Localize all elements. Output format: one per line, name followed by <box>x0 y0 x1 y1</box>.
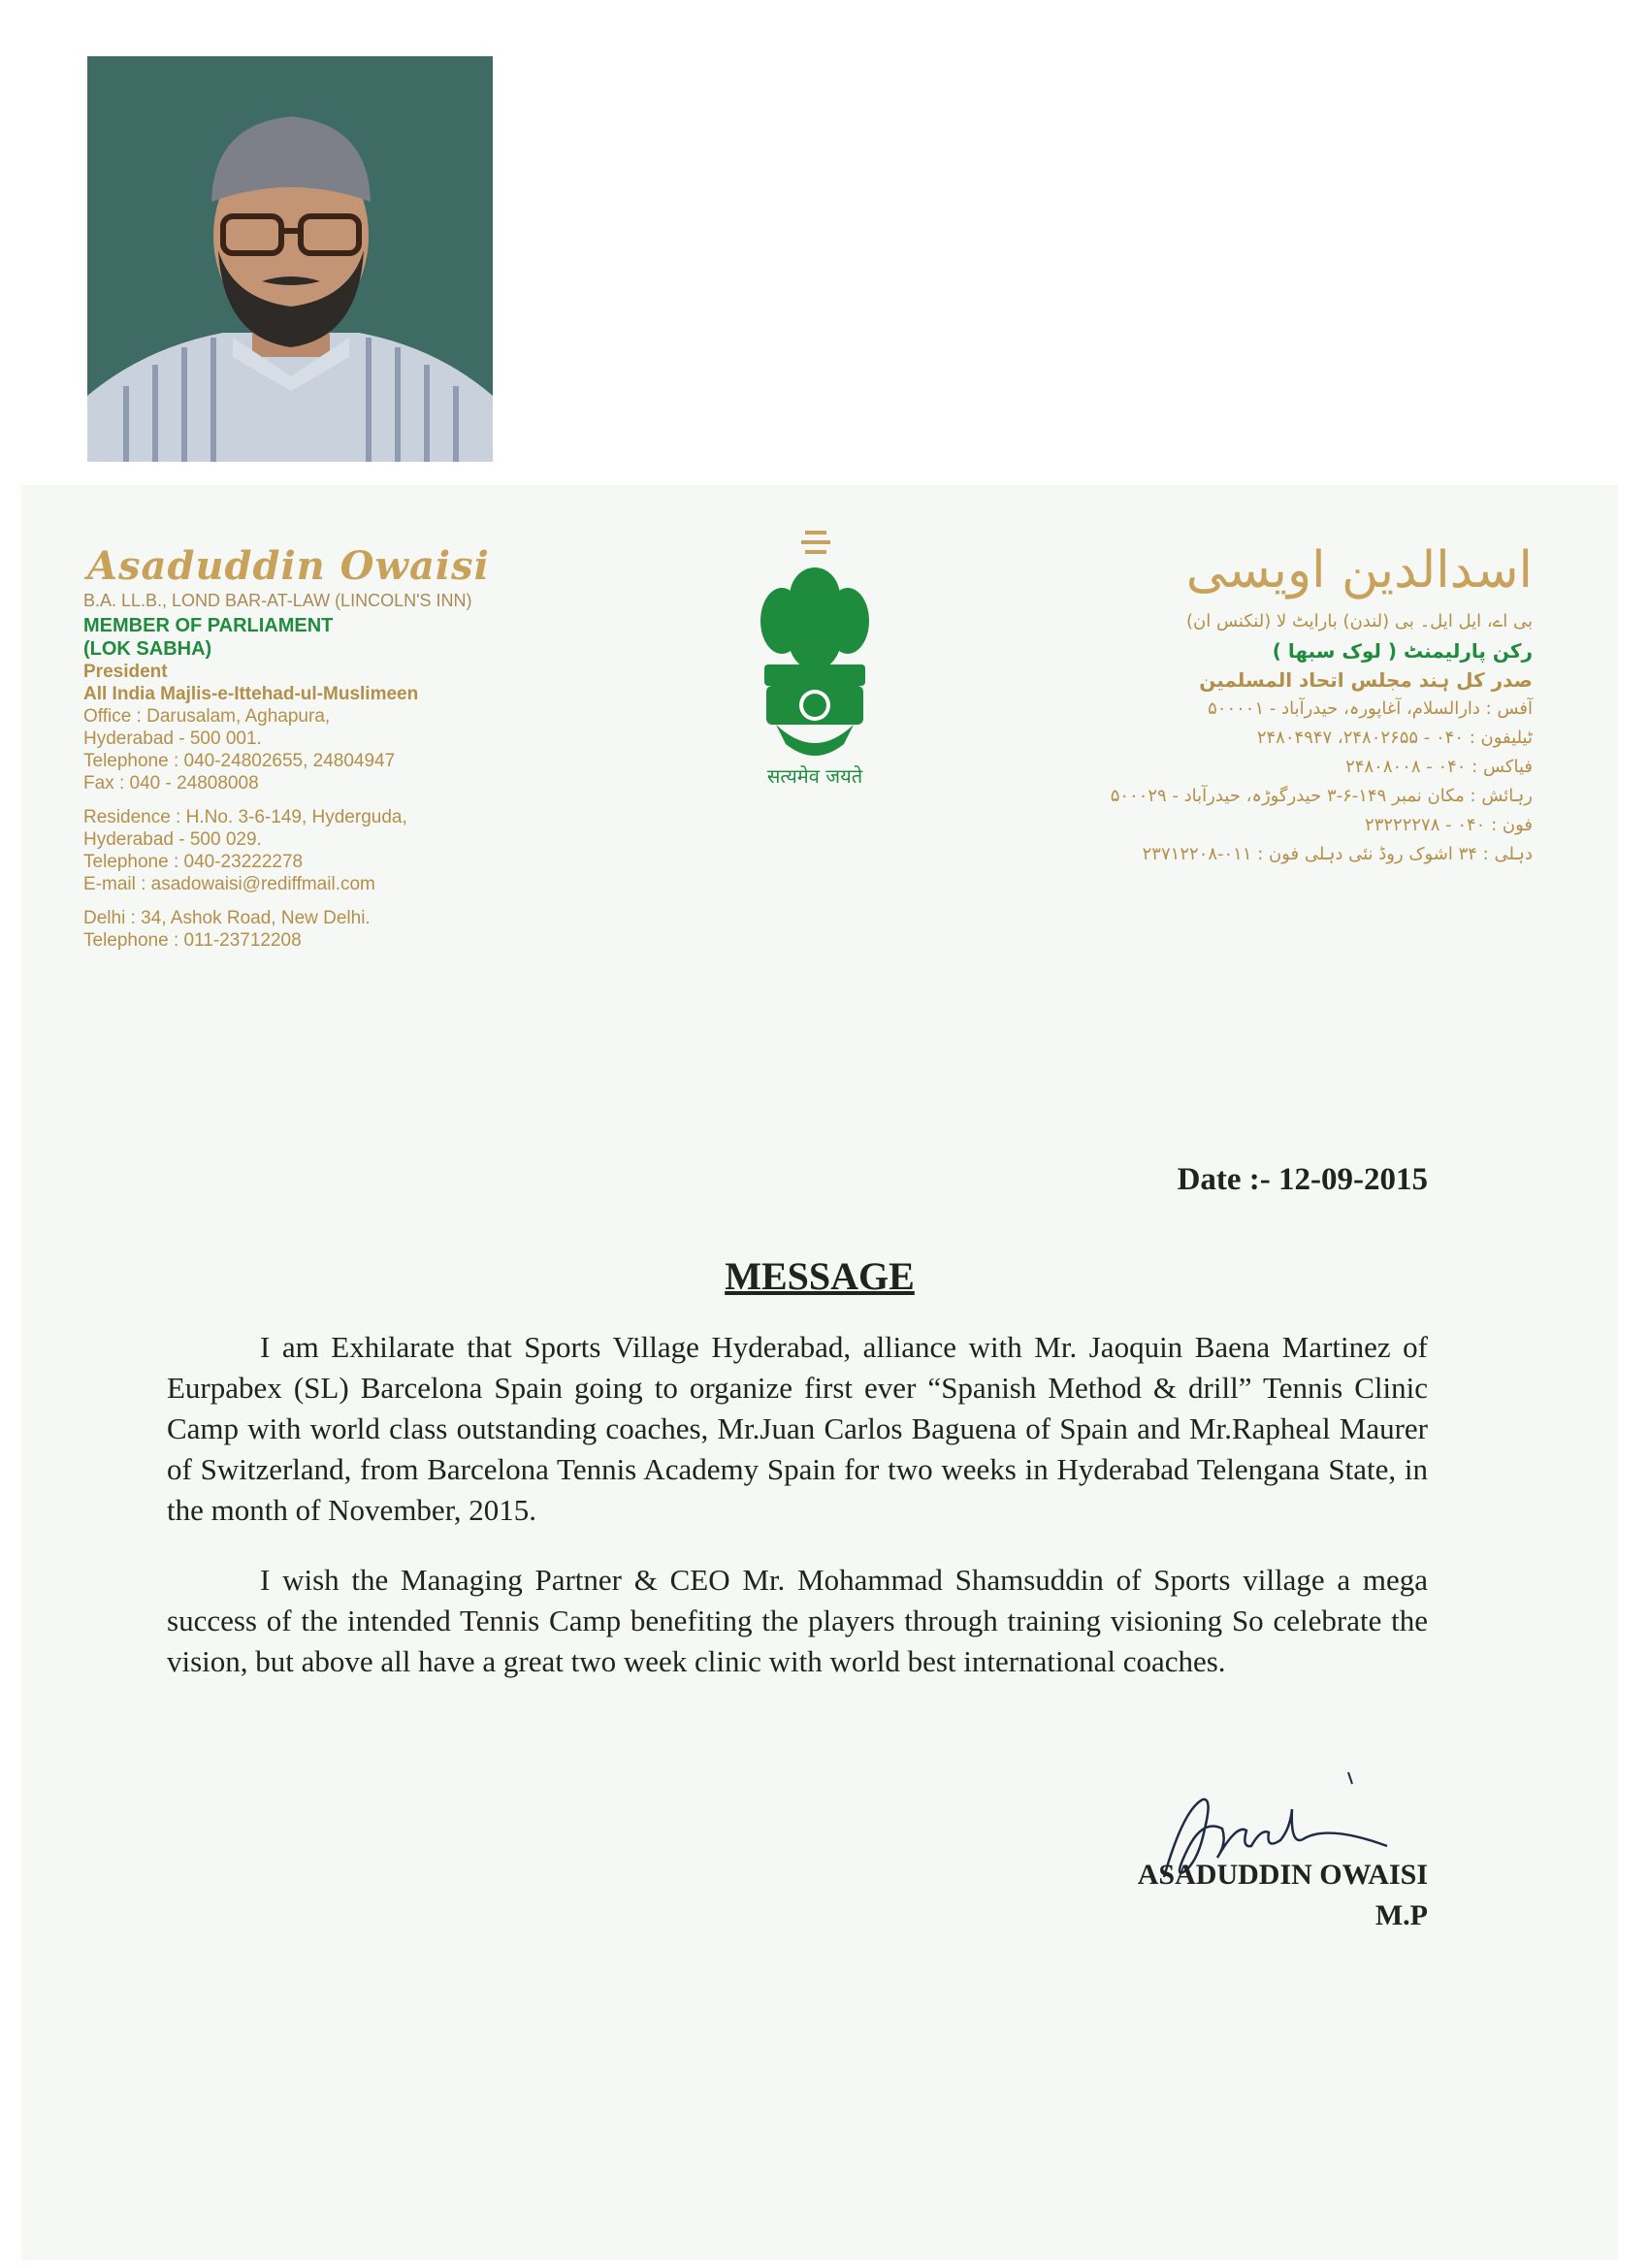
office-telephone: Telephone : 040-24802655, 24804947 <box>83 751 396 771</box>
telephone-urdu: ٹیلیفون : ۰۴۰ - ۲۴۸۰۲۶۵۵، ۲۴۸۰۴۹۴۷ <box>1256 728 1533 748</box>
lok-sabha-label: (LOK SABHA) <box>83 638 212 660</box>
delhi-urdu: دہلی : ۳۴ اشوک روڈ نئی دہلی فون : ۰۱۱-۲۳۷۱۲۲۰۸ <box>1142 844 1533 864</box>
president-label: President <box>83 662 168 682</box>
message-paragraph-2: I wish the Managing Partner & CEO Mr. Mohammad Shamsuddin of Sports village a mega success of the intended Tennis Camp benefiting the players through training visioning So celebrate the vision, but above all have a great two week clinic with world best international coaches. <box>167 1563 1428 1678</box>
letter-date: Date :- 12-09-2015 <box>1177 1162 1428 1197</box>
message-paragraph-1: I am Exhilarate that Sports Village Hyderabad, alliance with Mr. Jaoquin Baena Martinez of Eurpabex (SL) Barcelona Spain going to organize first ever “Spanish Method & drill” Tennis Clinic Camp with world class outstanding coaches, Mr.Juan Carlos Baguena of Spain and Mr.Rapheal Maurer of Switzerland, from Barcelona Tennis Academy Spain for two weeks in Hyderabad Telengana State, in the month of November, 2015. <box>167 1330 1428 1527</box>
fax-urdu: فیاکس : ۰۴۰ - ۲۴۸۰۸۰۰۸ <box>1345 757 1533 777</box>
office-address-line2: Hyderabad - 500 001. <box>83 729 262 749</box>
letterhead-name-urdu: اسدالدین اویسی <box>1185 541 1533 599</box>
national-emblem <box>747 529 883 791</box>
signatory-title: M.P <box>1374 1899 1428 1931</box>
residence-telephone: Telephone : 040-23222278 <box>83 852 304 872</box>
residence-address-line1: Residence : H.No. 3-6-149, Hyderguda, <box>83 807 407 827</box>
president-urdu: صدر کل ہند مجلس اتحاد المسلمین <box>1199 668 1533 692</box>
emblem-motto: सत्यमेव जयते <box>766 764 863 788</box>
letterhead-name: Asaduddin Owaisi <box>87 543 490 589</box>
signatory-block <box>1138 1855 1428 1936</box>
office-address-line1: Office : Darusalam, Aghapura, <box>83 706 331 727</box>
letterhead-english <box>83 543 530 952</box>
message-body <box>167 1327 1428 1711</box>
residence-urdu: رہائش : مکان نمبر ۱۴۹-۶-۳ حیدرگوڑہ، حیدرآباد - ۵۰۰۰۲۹ <box>1110 786 1533 806</box>
email-address: E-mail : asadowaisi@rediffmail.com <box>83 874 375 894</box>
delhi-telephone: Telephone : 011-23712208 <box>83 930 302 951</box>
message-title: MESSAGE <box>725 1254 915 1298</box>
letterhead-urdu <box>1067 534 1533 869</box>
delhi-address: Delhi : 34, Ashok Road, New Delhi. <box>83 908 371 928</box>
residence-address-line2: Hyderabad - 500 029. <box>83 829 262 850</box>
office-fax: Fax : 040 - 24808008 <box>83 773 259 794</box>
portrait-illustration <box>87 56 493 462</box>
portrait-photo <box>87 56 493 462</box>
signatory-name: ASADUDDIN OWAISI <box>1137 1859 1428 1891</box>
residence-phone-urdu: فون : ۰۴۰ - ۲۳۲۲۲۲۷۸ <box>1365 815 1533 835</box>
letterhead-qualifications: B.A. LL.B., LOND BAR-AT-LAW (LINCOLN'S INN) <box>83 591 472 610</box>
qualifications-urdu: بی اے، ایل ایل۔ بی (لندن) بارایٹ لا (لنکنس ان) <box>1186 611 1533 632</box>
lion-capital-icon <box>747 529 883 791</box>
organization-label: All India Majlis-e-Ittehad-ul-Muslimeen <box>83 684 419 704</box>
office-urdu: آفس : دارالسلام، آغاپورہ، حیدرآباد - ۵۰۰۰۰۱ <box>1208 698 1533 719</box>
member-of-parliament-label: MEMBER OF PARLIAMENT <box>83 615 334 636</box>
member-of-parliament-urdu: رکن پارلیمنٹ ( لوک سبھا ) <box>1272 639 1533 663</box>
